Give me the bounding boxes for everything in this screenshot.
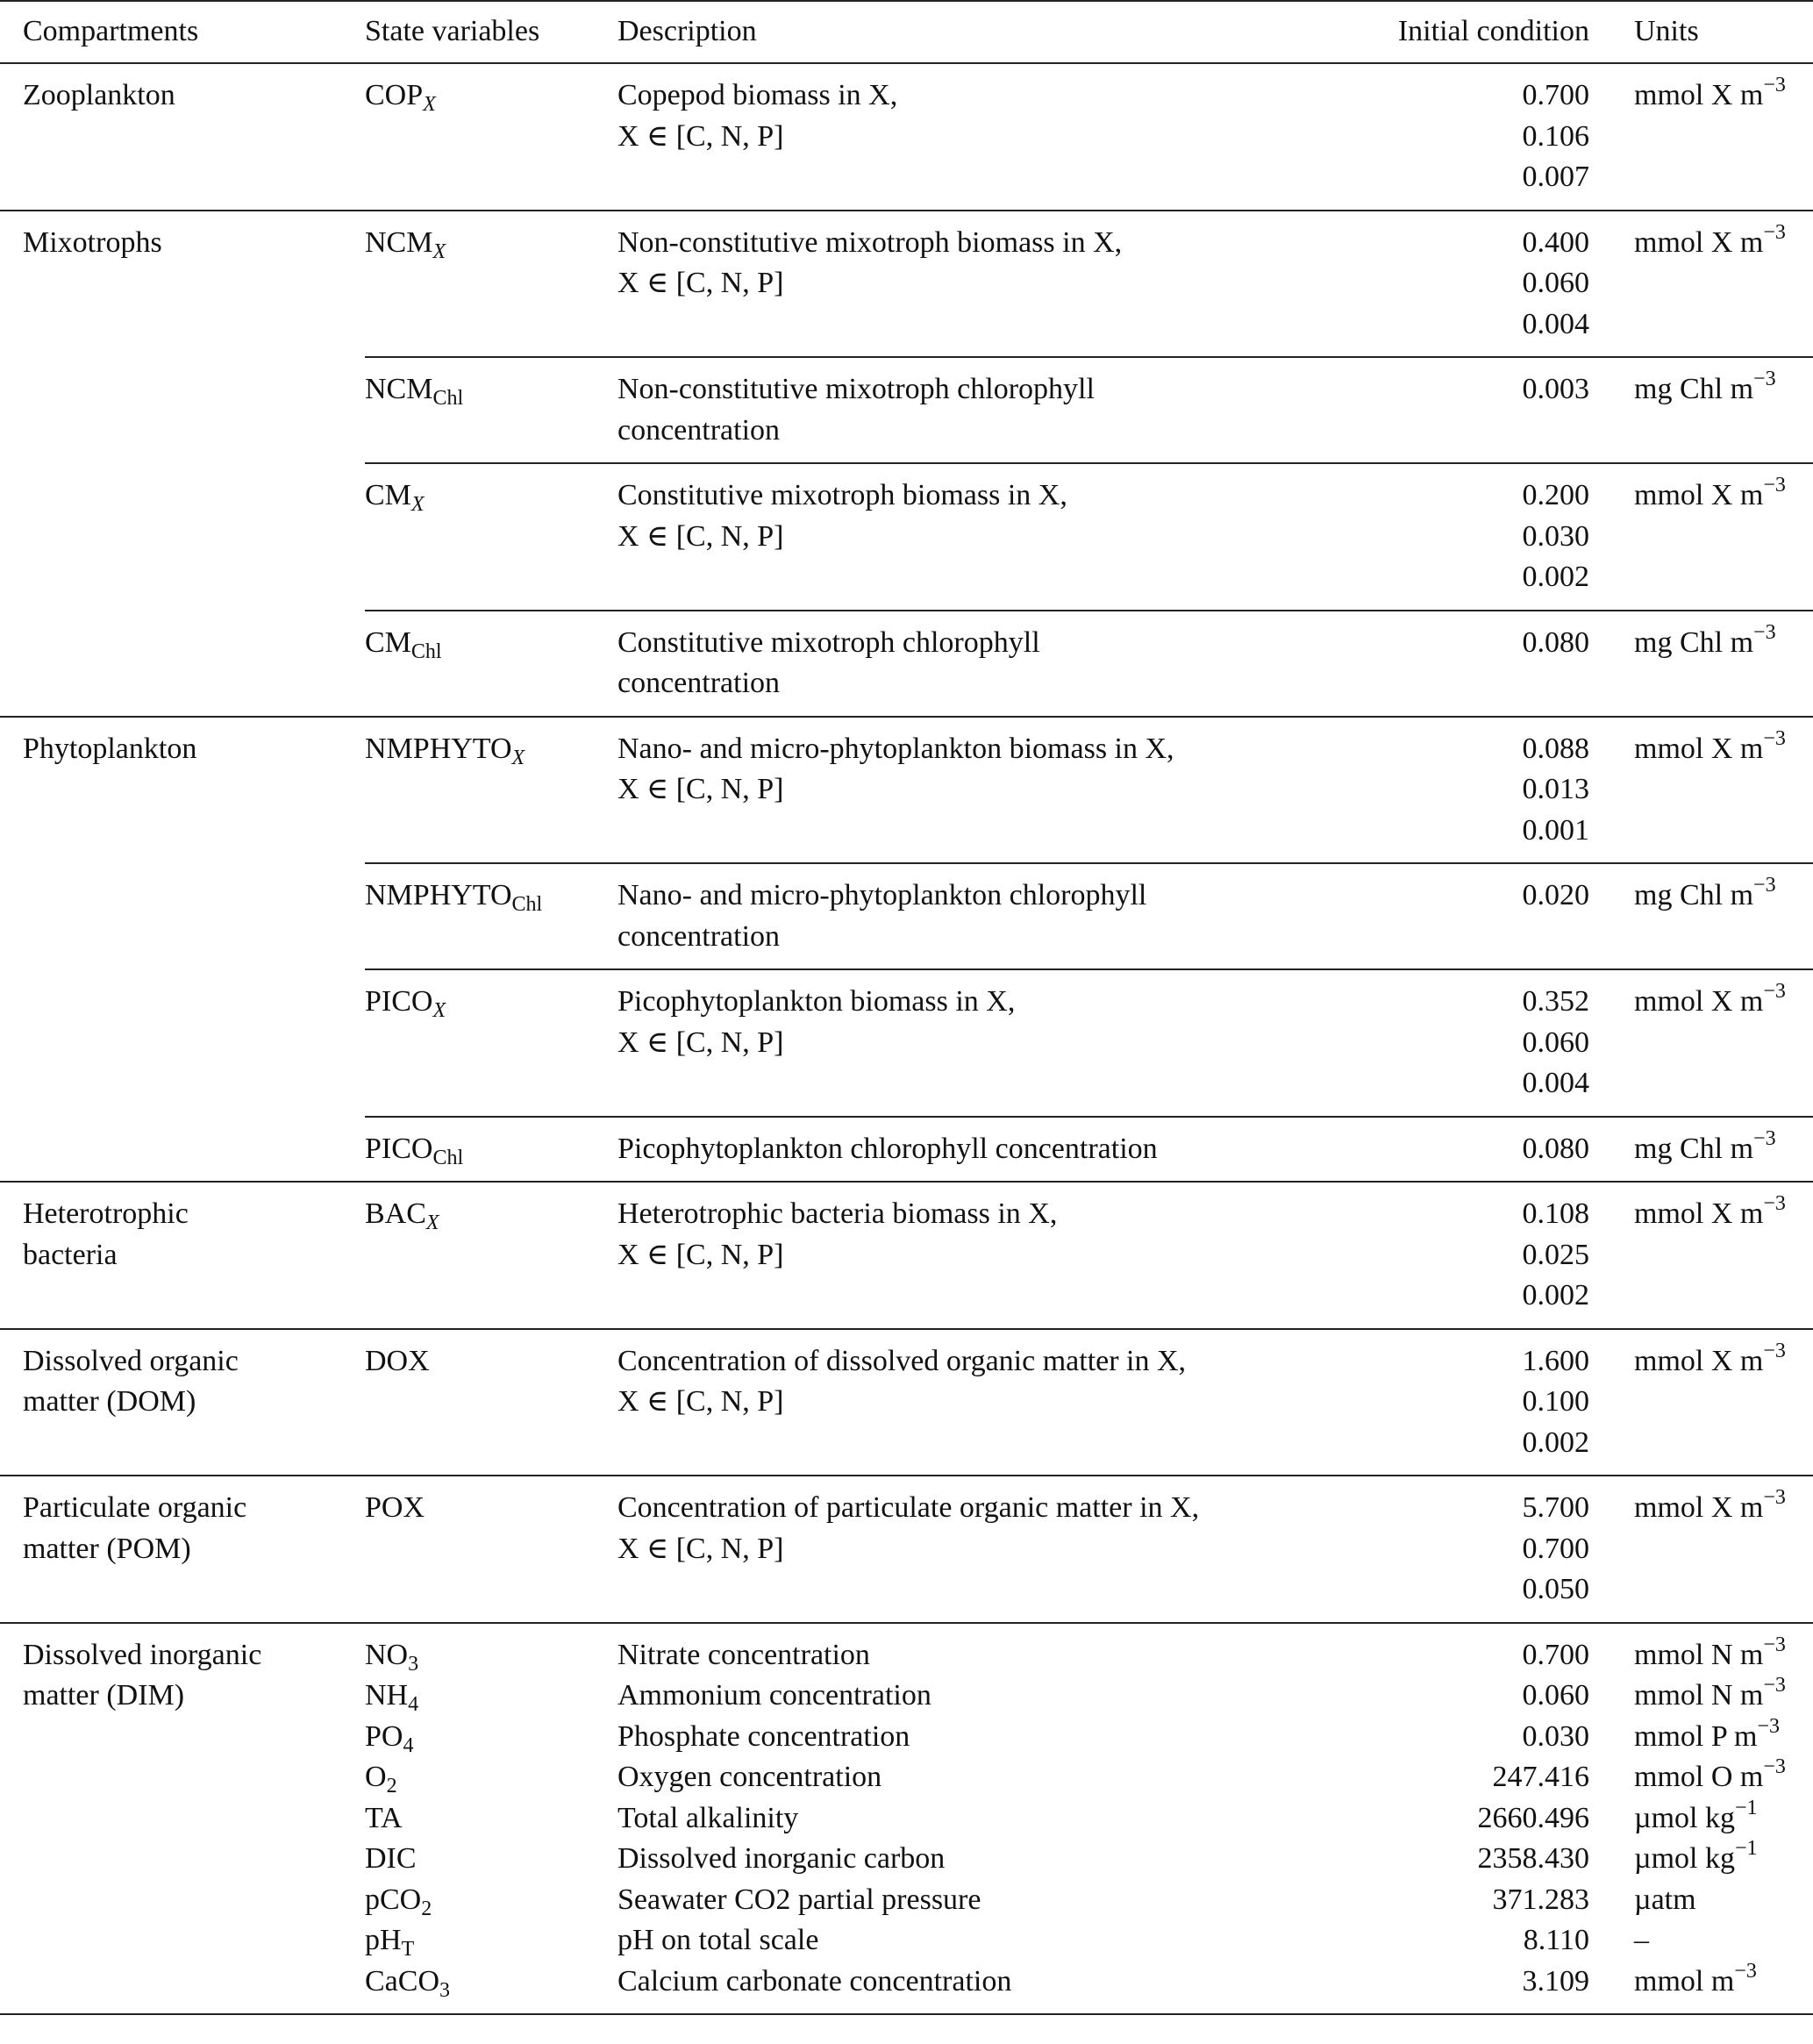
initial-value: 0.400 [1522,225,1589,259]
initial-value: 0.002 [1522,1426,1589,1459]
state-variable-line [365,1635,617,1676]
initial-value: 1.600 [1522,1344,1589,1377]
compartment-cell [0,211,365,717]
units-cell [1589,1182,1813,1329]
initial-value: 0.700 [1522,79,1589,111]
description-line: concentration [617,413,781,447]
compartment-name: bacteria [23,1238,118,1271]
description-cell [617,611,1284,717]
unit-line [1634,1676,1813,1717]
state-variable-name: CM [365,625,411,659]
description-cell [617,1117,1284,1183]
compartment-cell [0,1623,365,2015]
unit-line [1634,1714,1813,1758]
unit-base: mmol X m [1634,79,1764,111]
initial-value: 0.100 [1522,1385,1589,1418]
unit-line [1634,1920,1813,1962]
state-variable-line [365,1757,617,1798]
unit-exponent: −3 [1734,1959,1757,1983]
initial-value: 0.013 [1522,773,1589,805]
unit-base: µmol kg [1634,1801,1735,1834]
units-cell [1589,611,1813,717]
state-variable-name: PICO [365,1132,433,1165]
compartment-name: Mixotrophs [23,225,162,259]
state-variable-cell [365,1623,617,2015]
units-cell [1589,969,1813,1117]
initial-value: 8.110 [1523,1924,1589,1956]
unit-exponent: −3 [1763,1339,1786,1362]
state-variable-name: NH [365,1679,409,1712]
state-variable-line [365,1717,617,1758]
initial-value: 0.106 [1522,119,1589,153]
state-variable-subscript: Chl [432,387,464,410]
units-cell [1589,211,1813,358]
compartment-name: Heterotrophic [23,1197,189,1230]
state-variable-cell [365,211,617,358]
unit-exponent: −3 [1763,220,1786,244]
header-state-variables: State variables [365,1,617,63]
description-line: Phosphate concentration [617,1719,910,1753]
initial-value: 0.030 [1522,1719,1589,1753]
state-variable-name: PICO [365,985,433,1018]
description-cell [617,1476,1284,1623]
unit-base: mg Chl m [1634,625,1754,659]
state-variable-name: NMPHYTO [365,732,512,765]
units-cell [1589,717,1813,864]
initial-condition-cell [1284,1476,1589,1623]
unit-base: mmol N m [1634,1679,1764,1712]
description-cell [617,1329,1284,1476]
state-variable-cell [365,1117,617,1183]
initial-value: 0.002 [1522,1279,1589,1311]
description-line: Total alkalinity [617,1801,799,1834]
state-variable-subscript: 2 [386,1775,397,1797]
state-variable-cell [365,357,617,463]
state-variable-cell [365,1476,617,1623]
table-row [0,211,1813,358]
description-line: X ∈ [C, N, P] [617,1385,784,1418]
units-cell [1589,357,1813,463]
state-variable-line [365,1880,617,1921]
description-line: pH on total scale [617,1924,819,1956]
initial-value: 0.002 [1522,561,1589,593]
state-variable-subscript: 4 [403,1733,414,1757]
units-cell [1589,863,1813,969]
unit-exponent: −3 [1753,1126,1776,1150]
state-variable-name: pH [365,1924,402,1956]
unit-line [1634,1798,1813,1840]
description-line: X ∈ [C, N, P] [617,1238,784,1271]
description-cell [617,211,1284,358]
state-variable-name: PO [365,1719,403,1753]
initial-value: 0.030 [1522,519,1589,553]
units-cell [1589,1329,1813,1476]
initial-value: 0.003 [1522,373,1589,405]
initial-value: 0.060 [1522,1026,1589,1059]
state-variable-name: COP [365,79,424,111]
unit-exponent: −3 [1763,1755,1786,1778]
description-line: Constitutive mixotroph chlorophyll [617,625,1040,659]
unit-base: mmol X m [1634,1491,1764,1524]
table-row [0,1329,1813,1476]
table-row [0,1476,1813,1623]
description-line: Nitrate concentration [617,1638,870,1671]
unit-exponent: −3 [1763,980,1786,1003]
unit-exponent: −3 [1753,368,1776,390]
description-line: Heterotrophic bacteria biomass in X, [617,1197,1058,1230]
unit-exponent: −3 [1763,74,1786,96]
initial-condition-cell [1284,863,1589,969]
header-description: Description [617,1,1284,63]
compartment-name: Zooplankton [23,79,175,111]
description-line: X ∈ [C, N, P] [617,1026,784,1059]
initial-value: 5.700 [1522,1491,1589,1524]
units-cell [1589,1117,1813,1183]
initial-value: 0.001 [1522,813,1589,847]
initial-value: 0.007 [1522,161,1589,193]
state-variable-subscript: 2 [421,1897,432,1920]
state-variable-cell [365,611,617,717]
state-variable-name: pCO [365,1883,422,1916]
unit-line [1634,1839,1813,1880]
compartment-cell [0,63,365,211]
description-line: Concentration of dissolved organic matter in X, [617,1344,1187,1377]
compartment-cell [0,1182,365,1329]
unit-exponent: −3 [1763,1674,1786,1697]
initial-condition-cell [1284,969,1589,1117]
compartment-name: matter (POM) [23,1532,191,1565]
description-line: Seawater CO2 partial pressure [617,1883,981,1916]
state-variable-name: CaCO [365,1964,439,1998]
state-variable-name: NMPHYTO [365,879,512,911]
state-variable-name: NCM [365,373,433,405]
initial-value: 0.060 [1522,1679,1589,1712]
description-line: Ammonium concentration [617,1679,931,1712]
state-variable-name: CM [365,479,411,511]
initial-value: 247.416 [1492,1761,1589,1793]
description-line: Concentration of particulate organic matter in X, [617,1491,1200,1524]
state-variable-name: TA [365,1801,403,1834]
compartment-cell [0,1329,365,1476]
table-row [0,717,1813,864]
units-cell [1589,1623,1813,2015]
compartment-name: Dissolved inorganic [23,1638,262,1671]
unit-exponent: −3 [1753,620,1776,644]
state-variable-line [365,1920,617,1962]
header-units: Units [1589,1,1813,63]
units-cell [1589,63,1813,211]
compartment-name: Dissolved organic [23,1344,239,1377]
state-variable-line [365,1798,617,1840]
initial-condition-cell [1284,63,1589,211]
state-variable-subscript: X [432,999,446,1022]
initial-value: 2660.496 [1477,1801,1589,1834]
compartment-name: Particulate organic [23,1491,247,1524]
state-variable-cell [365,1182,617,1329]
units-cell [1589,1476,1813,1623]
unit-base: µmol kg [1634,1842,1735,1875]
description-line: X ∈ [C, N, P] [617,773,784,805]
unit-base: mg Chl m [1634,373,1754,405]
initial-value: 0.004 [1522,1067,1589,1099]
state-variable-name: NCM [365,225,433,259]
initial-value: 0.004 [1522,307,1589,340]
unit-line [1634,1635,1813,1676]
state-variable-line [365,1839,617,1880]
table-row [0,63,1813,211]
description-line: X ∈ [C, N, P] [617,119,784,153]
initial-value: 0.050 [1522,1573,1589,1605]
description-cell [617,969,1284,1117]
header-compartments: Compartments [0,1,365,63]
description-line: Non-constitutive mixotroph biomass in X, [617,225,1123,259]
description-line: Dissolved inorganic carbon [617,1842,946,1875]
unit-exponent: −3 [1763,474,1786,497]
unit-base: mmol X m [1634,225,1764,259]
state-variable-name: NO [365,1638,409,1671]
initial-condition-cell [1284,1117,1589,1183]
description-line: Oxygen concentration [617,1761,882,1793]
initial-value: 0.200 [1522,479,1589,511]
initial-condition-cell [1284,211,1589,358]
state-variable-subscript: X [425,1211,439,1234]
compartment-cell [0,1476,365,1623]
unit-exponent: −3 [1763,1633,1786,1656]
state-variable-cell [365,969,617,1117]
compartment-name: Phytoplankton [23,732,197,765]
state-variable-cell [365,63,617,211]
unit-exponent: −3 [1757,1714,1780,1738]
state-variable-name: POX [365,1491,425,1524]
description-cell [617,863,1284,969]
unit-base: mmol X m [1634,985,1764,1018]
unit-exponent: −3 [1763,1486,1786,1509]
description-cell [617,357,1284,463]
table-row [0,1623,1813,2015]
state-variable-name: O [365,1761,387,1793]
description-line: Picophytoplankton chlorophyll concentration [617,1132,1158,1165]
unit-base: µatm [1634,1883,1696,1916]
description-line: Constitutive mixotroph biomass in X, [617,479,1067,511]
initial-value: 0.080 [1522,625,1589,659]
initial-condition-cell [1284,1182,1589,1329]
unit-exponent: −1 [1734,1796,1758,1819]
state-variable-cell [365,717,617,864]
description-line: X ∈ [C, N, P] [617,519,784,553]
state-variable-subscript: Chl [432,1146,464,1169]
unit-exponent: −3 [1763,726,1786,750]
unit-base: mmol N m [1634,1638,1764,1671]
description-line: Nano- and micro-phytoplankton chlorophyll [617,879,1147,911]
state-variable-subscript: 4 [408,1693,419,1716]
unit-base: mmol O m [1634,1761,1764,1793]
initial-condition-cell [1284,1623,1589,2015]
description-line: concentration [617,919,781,953]
header-initial-condition: Initial condition [1284,1,1589,63]
state-variable-subscript: X [432,239,446,263]
table-body [0,63,1813,2014]
unit-base: mmol X m [1634,732,1764,765]
state-variable-subscript: X [410,493,425,516]
initial-condition-cell [1284,611,1589,717]
description-line: concentration [617,667,781,699]
state-variable-name: DOX [365,1344,430,1377]
state-variable-subscript: X [423,93,436,116]
state-variable-name: DIC [365,1842,417,1875]
initial-value: 0.700 [1522,1532,1589,1565]
initial-value: 0.020 [1522,879,1589,911]
units-cell [1589,463,1813,611]
initial-value: 371.283 [1492,1883,1589,1916]
compartment-name: matter (DIM) [23,1679,185,1712]
header-row [0,1,1813,63]
unit-base: mmol P m [1634,1719,1758,1753]
initial-value: 0.700 [1522,1638,1589,1671]
unit-exponent: −3 [1763,1192,1786,1215]
state-variable-subscript: 3 [439,1978,450,2002]
initial-value: 0.060 [1522,267,1589,299]
initial-condition-cell [1284,463,1589,611]
description-cell [617,1623,1284,2015]
compartment-cell [0,717,365,1183]
compartment-name: matter (DOM) [23,1385,196,1418]
state-variable-subscript: 3 [408,1652,419,1676]
state-variable-name: BAC [365,1197,426,1230]
state-variable-subscript: X [511,746,525,769]
description-cell [617,463,1284,611]
description-line: Nano- and micro-phytoplankton biomass in X, [617,732,1174,765]
initial-value: 0.108 [1522,1197,1589,1230]
unit-exponent: −3 [1753,874,1776,897]
unit-base: mmol X m [1634,479,1764,511]
state-variable-cell [365,863,617,969]
initial-value: 0.080 [1522,1132,1589,1165]
description-cell [617,63,1284,211]
unit-base: mmol X m [1634,1197,1764,1230]
initial-condition-cell [1284,357,1589,463]
unit-base: mg Chl m [1634,879,1754,911]
description-line: Picophytoplankton biomass in X, [617,985,1016,1018]
state-variable-cell [365,463,617,611]
description-line: Copepod biomass in X, [617,79,898,111]
state-variable-subscript: T [401,1938,415,1961]
state-variable-subscript: Chl [511,893,543,916]
initial-value: 0.352 [1522,985,1589,1018]
unit-base: – [1634,1924,1649,1956]
state-variable-line [365,1962,617,2003]
state-variable-subscript: Chl [410,640,442,663]
initial-condition-cell [1284,1329,1589,1476]
initial-value: 0.025 [1522,1238,1589,1271]
initial-value: 2358.430 [1477,1842,1589,1875]
initial-value: 3.109 [1522,1964,1589,1998]
unit-line [1634,1959,1813,2003]
description-line: Non-constitutive mixotroph chlorophyll [617,373,1095,405]
unit-line [1634,1757,1813,1798]
state-variable-cell [365,1329,617,1476]
table-row [0,1182,1813,1329]
unit-base: mg Chl m [1634,1132,1754,1165]
initial-condition-cell [1284,717,1589,864]
initial-value: 0.088 [1522,732,1589,765]
unit-exponent: −1 [1734,1837,1758,1860]
description-line: X ∈ [C, N, P] [617,267,784,299]
description-cell [617,1182,1284,1329]
unit-base: mmol m [1634,1964,1735,1998]
description-cell [617,717,1284,864]
description-line: X ∈ [C, N, P] [617,1532,784,1565]
description-line: Calcium carbonate concentration [617,1964,1012,1998]
unit-line [1634,1880,1813,1921]
state-variable-line [365,1676,617,1717]
unit-base: mmol X m [1634,1344,1764,1377]
